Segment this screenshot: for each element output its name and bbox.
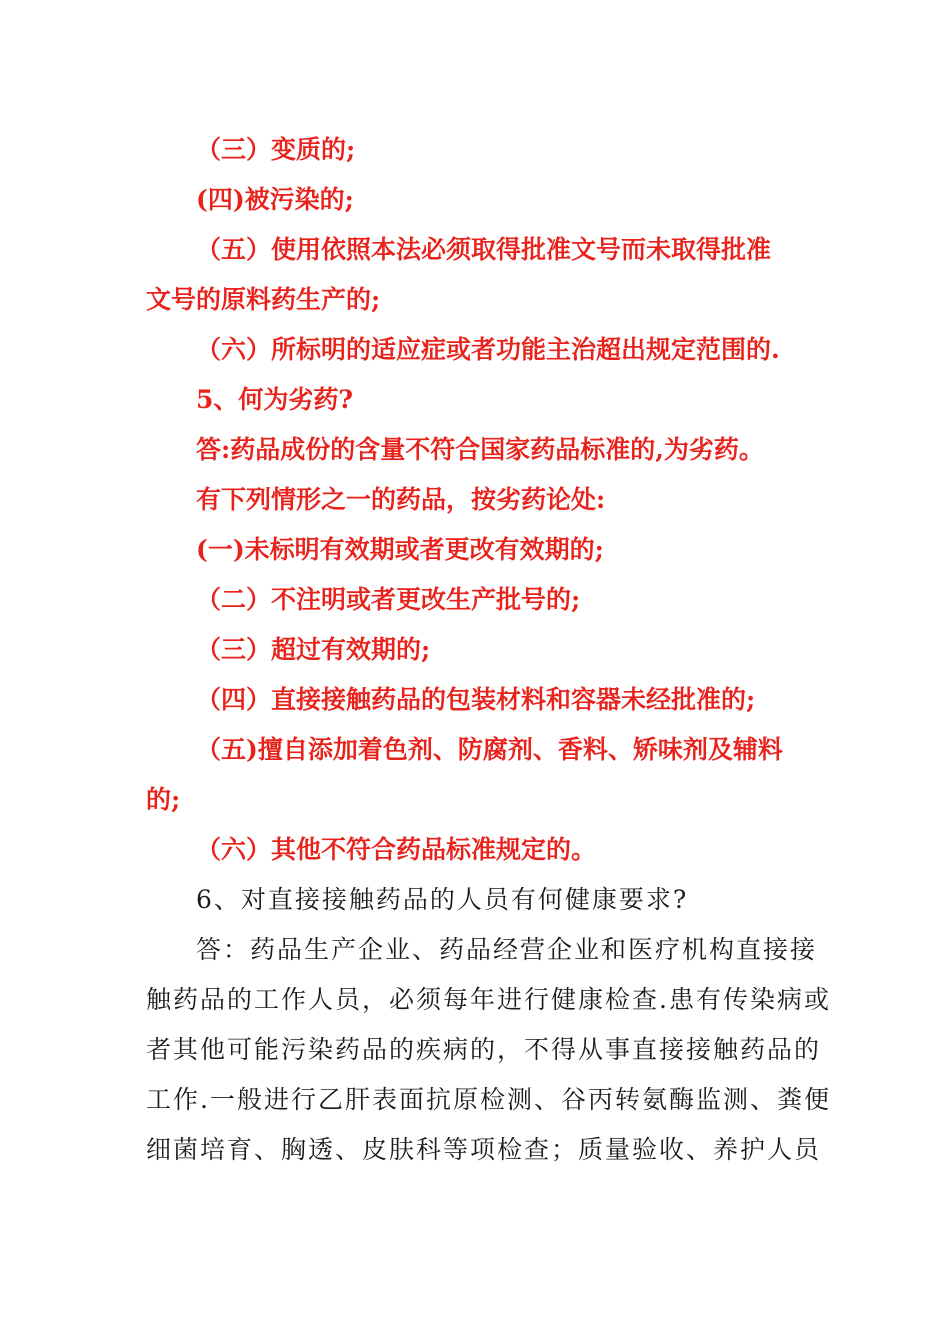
- paragraph-line: 有下列情形之一的药品，按劣药论处:: [196, 485, 606, 514]
- answer-text: 细菌培育、胸透、皮肤科等项检查；质量验收、养护人员: [146, 1135, 822, 1164]
- paragraph-line: 文号的原料药生产的;: [146, 285, 381, 314]
- answer-text: 工作.一般进行乙肝表面抗原检测、谷丙转氨酶监测、粪便: [146, 1085, 831, 1114]
- answer-text: 答：药品生产企业、药品经营企业和医疗机构直接接: [196, 935, 818, 964]
- paragraph-line: （五）使用依照本法必须取得批准文号而未取得批准: [196, 235, 772, 264]
- answer-text: 触药品的工作人员，必须每年进行健康检查.患有传染病或: [146, 985, 831, 1014]
- question-heading: 5、何为劣药?: [196, 385, 354, 414]
- list-item: （三）超过有效期的;: [196, 635, 431, 664]
- answer-text: 者其他可能污染药品的疾病的，不得从事直接接触药品的: [146, 1035, 822, 1064]
- paragraph-line: （三）变质的;: [196, 135, 356, 164]
- paragraph-line: (四)被污染的;: [196, 185, 354, 214]
- list-item: （六）其他不符合药品标准规定的。: [196, 835, 597, 864]
- list-item: （二）不注明或者更改生产批号的;: [196, 585, 581, 614]
- answer-text: 答:药品成份的含量不符合国家药品标准的,为劣药。: [196, 435, 764, 464]
- list-item: （四）直接接触药品的包装材料和容器未经批准的;: [196, 685, 756, 714]
- question-heading: 6、对直接接触药品的人员有何健康要求?: [196, 885, 689, 914]
- paragraph-line: （六）所标明的适应症或者功能主治超出规定范围的.: [196, 335, 780, 364]
- list-item-continuation: 的;: [146, 785, 181, 814]
- list-item: （五)擅自添加着色剂、防腐剂、香料、矫味剂及辅料: [196, 735, 783, 764]
- list-item: (一)未标明有效期或者更改有效期的;: [196, 535, 604, 564]
